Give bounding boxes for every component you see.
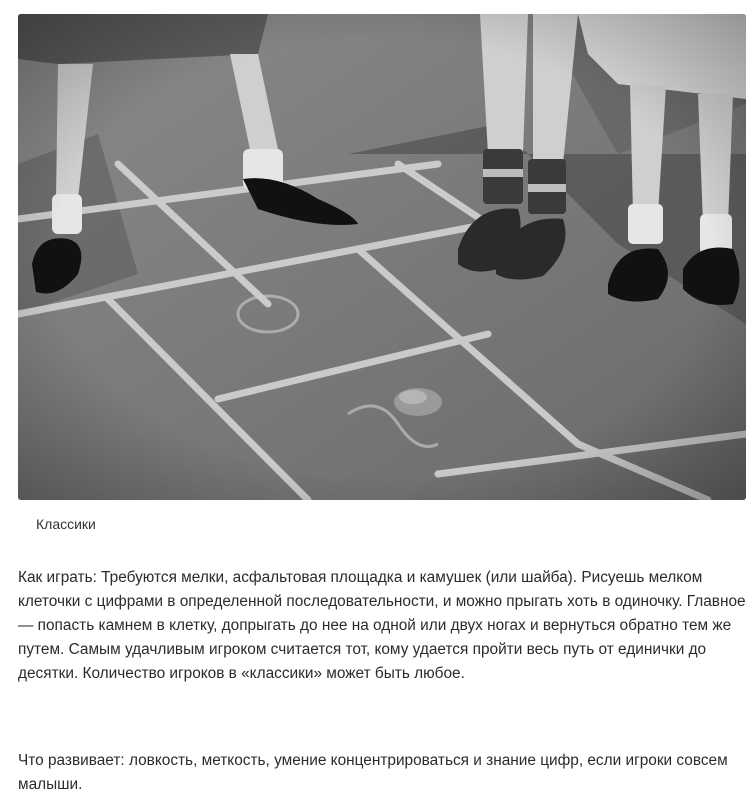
photo-caption: Классики: [36, 516, 96, 532]
how-to-play-paragraph: Как играть: Требуются мелки, асфальтовая площадка и камушек (или шайба). Рисуешь мелком клеточки с цифрами в определенной последовательности, и можно прыгать хоть в одиночку. Главное — попасть камнем в клетку, допрыгать до нее на одной или двух ногах и вернуться обратно тем же путем. Самым удачливым игроком считается тот, кому удается пройти весь путь от единички до десятки. Количество игроков в «классики» может быть любое.: [18, 569, 746, 682]
skills-paragraph: Что развивает: ловкость, меткость, умение концентрироваться и знание цифр, если игроки совсем малыши.: [18, 752, 728, 793]
article-photo: [18, 14, 746, 500]
hopscotch-photo-illustration: [18, 14, 746, 500]
